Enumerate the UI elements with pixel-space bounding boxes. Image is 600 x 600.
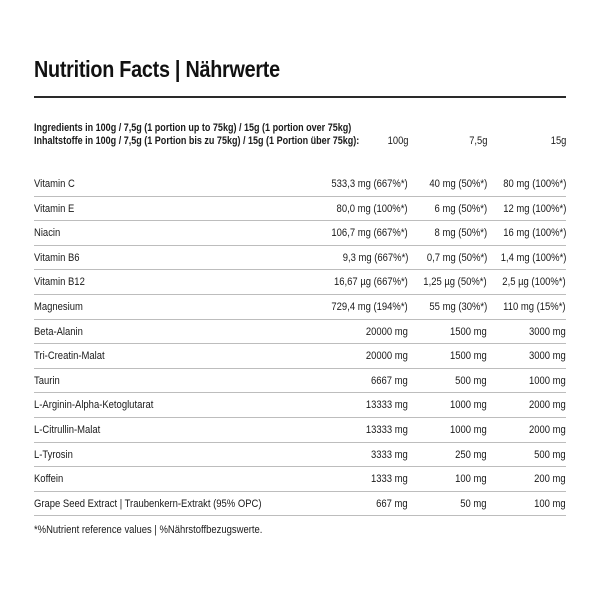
value-7-5g: 50 mg <box>460 497 487 510</box>
header-line-german: Inhaltstoffe in 100g / 7,5g (1 Portion bis zu 75kg) / 15g (1 Portion über 75kg): <box>34 135 360 147</box>
value-100g: 13333 mg <box>365 423 408 436</box>
nutrient-name: Beta-Alanin <box>34 325 83 338</box>
value-15g: 110 mg (15%*) <box>503 300 566 313</box>
column-headers <box>34 135 566 148</box>
value-15g: 100 mg <box>534 497 566 510</box>
value-7-5g: 250 mg <box>455 448 487 461</box>
table-row <box>34 197 566 222</box>
value-7-5g: 6 mg (50%*) <box>434 202 487 215</box>
table-row <box>34 344 566 369</box>
value-7-5g: 1,25 µg (50%*) <box>423 276 487 289</box>
table-row <box>34 172 566 197</box>
value-100g: 9,3 mg (667%*) <box>342 251 408 264</box>
table-row <box>34 393 566 418</box>
column-header-15g: 15g <box>550 135 566 147</box>
value-100g: 533,3 mg (667%*) <box>331 178 408 190</box>
value-100g: 729,4 mg (194%*) <box>331 300 408 313</box>
value-15g: 2000 mg <box>529 423 566 436</box>
value-15g: 1000 mg <box>529 374 566 387</box>
value-15g: 3000 mg <box>529 350 566 363</box>
nutrition-table <box>34 172 566 516</box>
nutrient-name: L-Citrullin-Malat <box>34 423 101 436</box>
table-row <box>34 418 566 443</box>
value-100g: 20000 mg <box>365 325 408 338</box>
nutrient-name: Vitamin E <box>34 202 75 215</box>
value-7-5g: 1500 mg <box>450 325 487 338</box>
table-row <box>34 270 566 295</box>
value-15g: 2000 mg <box>529 399 566 412</box>
footnote: *%Nutrient reference values | %Nährstoffbezugswerte. <box>34 524 263 536</box>
value-7-5g: 100 mg <box>455 473 487 486</box>
table-row <box>34 369 566 394</box>
nutrient-name: Vitamin B12 <box>34 276 85 289</box>
value-15g: 3000 mg <box>529 325 566 338</box>
value-100g: 1333 mg <box>371 473 408 486</box>
table-row <box>34 492 566 517</box>
value-7-5g: 8 mg (50%*) <box>434 227 487 240</box>
value-100g: 13333 mg <box>365 399 408 412</box>
table-row <box>34 467 566 492</box>
value-100g: 6667 mg <box>371 374 408 387</box>
nutrient-name: Taurin <box>34 374 60 387</box>
value-100g: 3333 mg <box>371 448 408 461</box>
nutrient-name: L-Arginin-Alpha-Ketoglutarat <box>34 399 154 412</box>
value-7-5g: 500 mg <box>455 374 487 387</box>
value-7-5g: 40 mg (50%*) <box>429 178 487 190</box>
table-row <box>34 295 566 320</box>
value-100g: 20000 mg <box>365 350 408 363</box>
value-15g: 16 mg (100%*) <box>502 227 566 240</box>
value-7-5g: 0,7 mg (50%*) <box>426 251 487 264</box>
page-title: Nutrition Facts | Nährwerte <box>34 56 280 82</box>
value-100g: 667 mg <box>376 497 408 510</box>
value-15g: 2,5 µg (100%*) <box>502 276 566 289</box>
table-row <box>34 320 566 345</box>
value-100g: 80,0 mg (100%*) <box>337 202 408 215</box>
header-line-english: Ingredients in 100g / 7,5g (1 portion up to 75kg) / 15g (1 portion over 75kg) <box>34 122 352 134</box>
nutrient-name: Niacin <box>34 227 61 240</box>
value-7-5g: 1000 mg <box>450 399 487 412</box>
value-100g: 16,67 µg (667%*) <box>334 276 408 289</box>
value-15g: 80 mg (100%*) <box>502 178 566 190</box>
nutrient-name: Magnesium <box>34 300 83 313</box>
value-7-5g: 1000 mg <box>450 423 487 436</box>
table-row <box>34 246 566 271</box>
value-100g: 106,7 mg (667%*) <box>331 227 408 240</box>
nutrient-name: L-Tyrosin <box>34 448 73 461</box>
nutrient-name: Vitamin B6 <box>34 251 80 264</box>
value-15g: 500 mg <box>534 448 566 461</box>
nutrient-name: Vitamin C <box>34 178 75 190</box>
column-header-7-5g: 7,5g <box>468 135 487 147</box>
nutrient-name: Grape Seed Extract | Traubenkern-Extrakt (95% OPC) <box>34 497 262 510</box>
value-7-5g: 1500 mg <box>450 350 487 363</box>
value-7-5g: 55 mg (30%*) <box>429 300 487 313</box>
table-row <box>34 443 566 468</box>
title-divider <box>34 96 566 98</box>
value-15g: 12 mg (100%*) <box>502 202 566 215</box>
nutrient-name: Tri-Creatin-Malat <box>34 350 105 363</box>
nutrient-name: Koffein <box>34 473 64 486</box>
value-15g: 1,4 mg (100%*) <box>500 251 566 264</box>
column-header-100g: 100g <box>387 135 408 147</box>
value-15g: 200 mg <box>534 473 566 486</box>
table-row <box>34 221 566 246</box>
